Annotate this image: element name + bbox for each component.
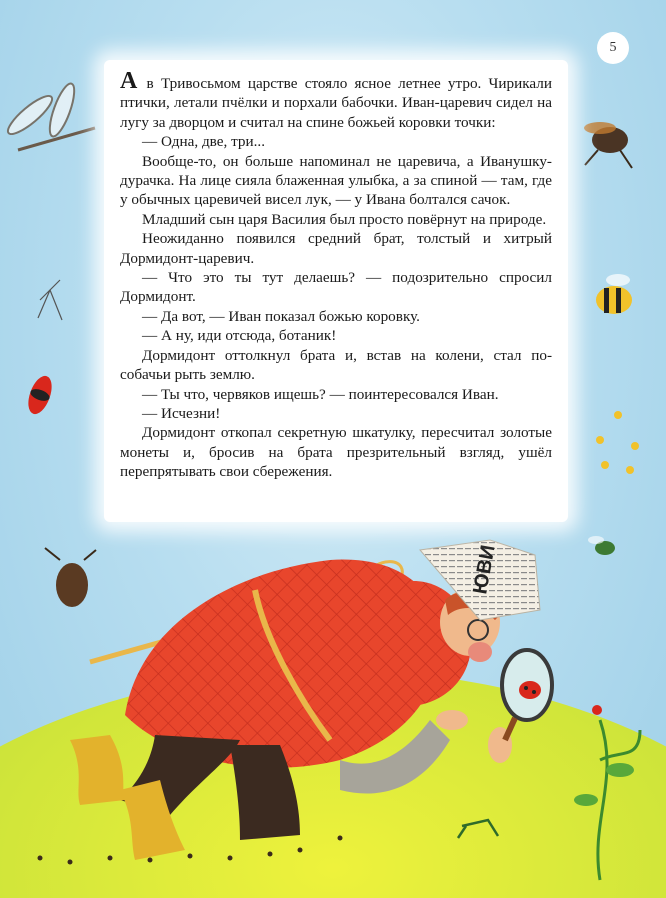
- paragraph-1: А в Тривосьмом царстве стояло ясное летнее утро. Чирикали птички, летали пчёлки и порхали бабочки. Иван-царевич сидел на лугу за дворцом и считал на спине божьей коровки точки:: [120, 68, 552, 131]
- paragraph: — Да вот, — Иван показал божью коровку.: [142, 307, 420, 325]
- ladybug-small: [592, 705, 602, 715]
- paragraph: Вообще-то, он больше напоминал не царевича, а Иванушку-дурачка. На лице сияла блаженная улыбка, а за спиной — там, где у обычных царевичей висел лук, — у Ивана болтался сачок.: [120, 152, 552, 209]
- paragraph: — Ты что, червяков ищешь? — поинтересовался Иван.: [142, 385, 499, 403]
- page-number: 5: [597, 32, 629, 64]
- fly-right: [588, 536, 615, 555]
- paragraph: Младший сын царя Василия был просто повёрнут на природе.: [142, 210, 547, 228]
- beetle-right: [584, 122, 632, 168]
- bumblebee: [596, 274, 632, 314]
- paragraph: — Одна, две, три...: [142, 133, 266, 151]
- dragonfly: [3, 81, 95, 150]
- drop-cap: А: [120, 68, 138, 94]
- story-text: [120, 68, 552, 482]
- paragraph: — Исчезни!: [142, 404, 221, 422]
- mosquito-left-1: [38, 280, 62, 320]
- paragraph: Дормидонт откопал секретную шкатулку, пересчитал золотые монеты и, бросив на брата презрительный взгляд, ушёл перепрятывать свои сбережения.: [120, 424, 552, 481]
- paragraph: — А ну, иди отсюда, ботаник!: [142, 327, 337, 345]
- small-bees: [596, 411, 639, 474]
- beetle-left: [45, 548, 96, 607]
- paragraph: Дормидонт оттолкнул брата и, встав на колени, стал по-собачьи рыть землю.: [120, 346, 552, 384]
- paragraph: Неожиданно появился средний брат, толстый и хитрый Дормидонт-царевич.: [120, 230, 552, 267]
- paragraph: — Что это ты тут делаешь? — подозрительно спросил Дормидонт.: [120, 269, 552, 306]
- wasp-left: [24, 373, 56, 417]
- hat-headline: ЮВИ: [469, 543, 500, 596]
